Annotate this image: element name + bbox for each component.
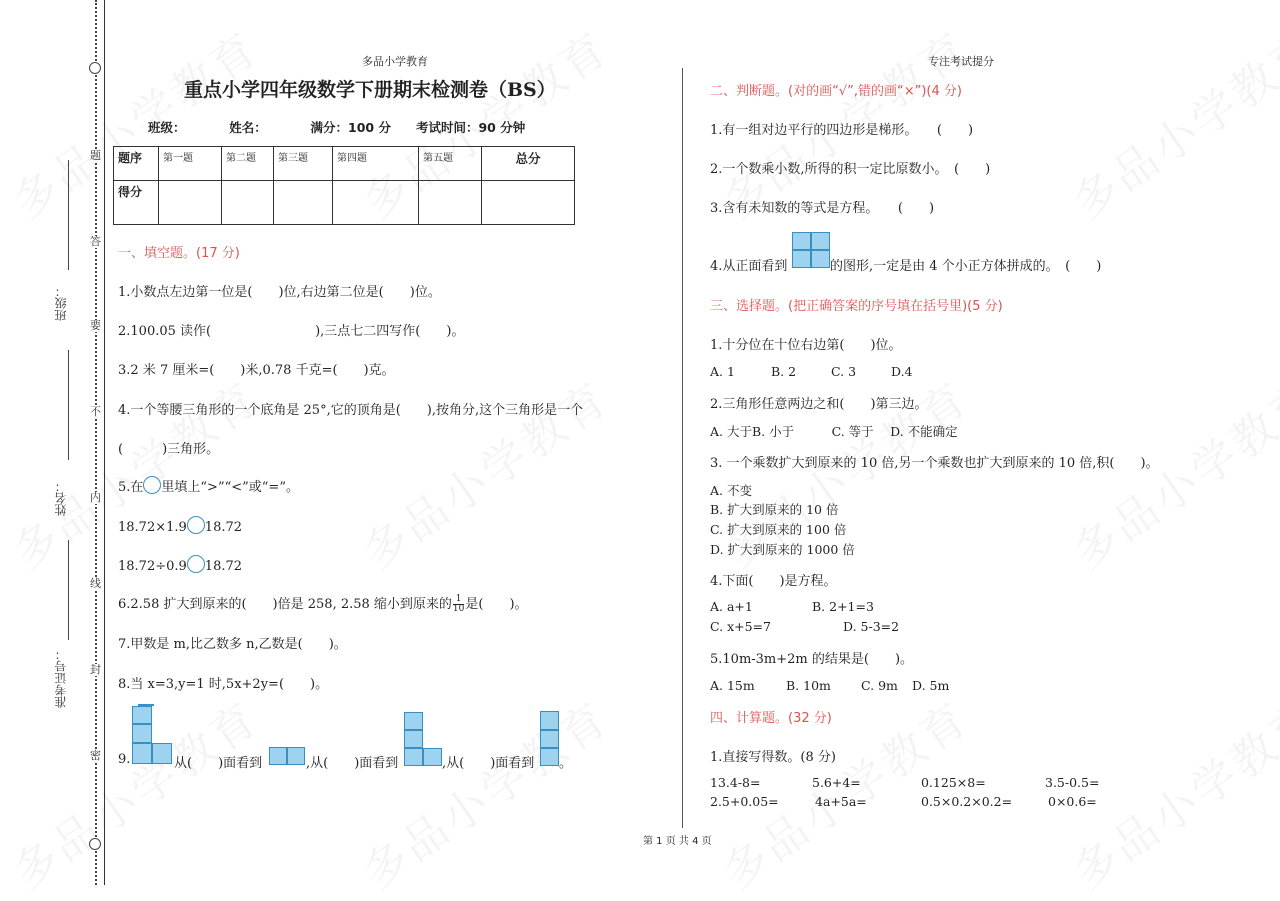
score-blank[interactable]	[419, 181, 482, 225]
score-row-label: 得分	[114, 181, 159, 225]
calc-item: 4a+5a=	[815, 794, 867, 809]
choice-q4-opt-c: C. x+5=7	[710, 619, 771, 634]
choice-q4-opt-d: D. 5-3=2	[843, 619, 900, 634]
score-blank[interactable]	[482, 181, 575, 225]
section1-title: 一、填空题。(17 分)	[118, 246, 240, 261]
name-line	[68, 350, 69, 460]
watermark	[348, 683, 621, 901]
cube-face	[132, 743, 152, 764]
calc-item: 0×0.6=	[1048, 794, 1097, 809]
fill-q2: 2.100.05 读作( ),三点七二四写作( )。	[118, 324, 465, 339]
cube-edge	[138, 704, 154, 706]
choice-q1-opt-b: B. 2	[771, 364, 797, 379]
calc-item: 3.5-0.5=	[1045, 775, 1100, 790]
seal-char: 不	[90, 405, 101, 418]
fill-q6-text-a: 6.2.58 扩大到原来的( )倍是 258, 2.58 缩小到原来的	[118, 597, 452, 612]
score-blank[interactable]	[333, 181, 419, 225]
score-cell: 第五题	[419, 147, 482, 181]
watermark	[1058, 683, 1280, 901]
calc-title: 1.直接写得数。(8 分)	[710, 750, 836, 765]
column-divider	[682, 68, 683, 828]
square	[792, 250, 811, 268]
header-right: 专注考试提分	[928, 55, 994, 68]
choice-q5: 5.10m-3m+2m 的结果是( )。	[710, 652, 914, 667]
choice-q4: 4.下面( )是方程。	[710, 574, 837, 589]
judge-q1: 1.有一组对边平行的四边形是梯形。 ( )	[710, 123, 974, 138]
view-column	[540, 711, 559, 766]
section2-title: 二、判断题。(对的画“√”,错的画“×”)(4 分)	[710, 84, 962, 99]
score-cell: 第一题	[159, 147, 222, 181]
square	[404, 748, 423, 766]
choice-q5-opt-c: C. 9m	[861, 678, 898, 693]
choice-q1-opt-a: A. 1	[710, 364, 735, 379]
binding-strip	[0, 0, 105, 885]
judge-q4-a: 4.从正面看到	[710, 259, 788, 274]
cube-face	[152, 743, 172, 764]
square	[404, 712, 423, 730]
page-number: 第 1 页 共 4 页	[643, 836, 712, 847]
square	[423, 748, 442, 766]
choice-q1: 1.十分位在十位右边第( )位。	[710, 338, 902, 353]
seal-char: 封	[90, 663, 101, 676]
compare-row-1	[118, 516, 242, 535]
fill-q9-b: ,从( )面看到	[306, 756, 399, 771]
fill-q9-a: 从( )面看到	[174, 756, 263, 771]
watermark	[348, 363, 621, 581]
calc-item: 13.4-8=	[710, 775, 761, 790]
square	[811, 250, 830, 268]
calc-item: 0.5×0.2×0.2=	[921, 794, 1013, 809]
view-two-squares	[269, 747, 305, 765]
cube-face	[132, 724, 152, 743]
fraction-numerator: 1	[453, 595, 464, 605]
choice-q5-opt-b: B. 10m	[786, 678, 831, 693]
section4-title: 四、计算题。(32 分)	[710, 711, 832, 726]
choice-q1-opt-d: D.4	[891, 364, 913, 379]
compare-circle[interactable]	[187, 516, 205, 534]
choice-q1-opt-c: C. 3	[831, 364, 857, 379]
choice-q4-opt-a: A. a+1	[710, 599, 753, 614]
page-title: 重点小学四年级数学下册期末检测卷（BS）	[184, 79, 556, 101]
fill-q9-end: 。	[559, 756, 573, 771]
choice-q3-opt-a: A. 不变	[710, 483, 752, 498]
score-cell: 第二题	[222, 147, 274, 181]
seal-char: 题	[90, 149, 101, 162]
score-table	[113, 146, 575, 225]
choice-q3: 3. 一个乘数扩大到原来的 10 倍,另一个乘数也扩大到原来的 10 倍,积( )。	[710, 456, 1159, 471]
compare-right: 18.72	[204, 520, 243, 535]
cube-face	[132, 706, 152, 724]
seal-char: 线	[90, 577, 101, 590]
calc-item: 5.6+4=	[812, 775, 861, 790]
choice-q4-opt-b: B. 2+1=3	[812, 599, 874, 614]
fill-q5-text-b: 里填上“>”“<”或“=”。	[161, 480, 299, 495]
choice-q5-opt-d: D. 5m	[912, 678, 950, 693]
compare-left: 18.72÷0.9	[118, 559, 187, 574]
compare-row-2	[118, 555, 242, 574]
score-blank[interactable]	[274, 181, 333, 225]
fill-q9-num: 9.	[118, 752, 131, 767]
id-label: 准考证号：	[54, 648, 68, 708]
class-line	[68, 160, 69, 270]
score-blank[interactable]	[222, 181, 274, 225]
calc-item: 0.125×8=	[921, 775, 986, 790]
fraction-denominator: 10	[452, 604, 465, 614]
choice-q3-opt-c: C. 扩大到原来的 100 倍	[710, 522, 847, 537]
margin-line	[104, 0, 105, 885]
choice-q5-opt-a: A. 15m	[710, 678, 755, 693]
grid-figure	[792, 232, 830, 268]
fill-q6	[118, 593, 528, 614]
fill-q9-c: ,从( )面看到	[442, 756, 535, 771]
square	[269, 747, 287, 765]
score-cell: 第四题	[333, 147, 419, 181]
fill-q4b: ( )三角形。	[118, 442, 220, 457]
judge-q3: 3.含有未知数的等式是方程。 ( )	[710, 201, 935, 216]
compare-circle[interactable]	[187, 555, 205, 573]
seal-char: 要	[90, 319, 101, 332]
section3-title: 三、选择题。(把正确答案的序号填在括号里)(5 分)	[710, 299, 1003, 314]
compare-left: 18.72×1.9	[118, 520, 187, 535]
fill-q3: 3.2 米 7 厘米=( )米,0.78 千克=( )克。	[118, 363, 395, 378]
score-cell: 总分	[482, 147, 575, 181]
id-line	[68, 540, 69, 640]
fill-q5-text-a: 5.在	[118, 480, 144, 495]
seal-char: 密	[90, 749, 101, 762]
watermark	[1058, 363, 1280, 581]
seal-char: 答	[90, 235, 101, 248]
choice-q2-opts: A. 大于B. 小于 C. 等于 D. 不能确定	[710, 424, 958, 439]
cube-stack-figure	[130, 704, 174, 766]
fill-q1: 1.小数点左边第一位是( )位,右边第二位是( )位。	[118, 285, 441, 300]
judge-q4-b: 的图形,一定是由 4 个小正方体拼成的。 ( )	[830, 259, 1102, 274]
judge-q2: 2.一个数乘小数,所得的积一定比原数小。 ( )	[710, 162, 991, 177]
fill-q4a: 4.一个等腰三角形的一个底角是 25°,它的顶角是( ),按角分,这个三角形是一个	[118, 403, 584, 418]
fill-q8: 8.当 x=3,y=1 时,5x+2y=( )。	[118, 677, 329, 692]
square	[404, 730, 423, 748]
fill-q5	[118, 476, 299, 495]
header-left: 多品小学教育	[362, 55, 428, 68]
square	[811, 232, 830, 250]
class-label: 班级：	[54, 285, 68, 321]
hole-circle	[89, 62, 101, 74]
view-l-shape	[404, 712, 442, 766]
compare-right: 18.72	[204, 559, 243, 574]
compare-circle[interactable]	[143, 476, 161, 494]
name-label: 姓名：	[54, 480, 68, 516]
square	[540, 711, 559, 730]
score-cell: 题序	[114, 147, 159, 181]
square	[540, 748, 559, 766]
square	[792, 232, 811, 250]
calc-item: 2.5+0.05=	[710, 794, 779, 809]
choice-q3-opt-b: B. 扩大到原来的 10 倍	[710, 502, 839, 517]
square	[287, 747, 305, 765]
choice-q3-opt-d: D. 扩大到原来的 1000 倍	[710, 542, 855, 557]
exam-info: 班级： 姓名： 满分：100 分 考试时间：90 分钟	[148, 120, 526, 135]
score-blank[interactable]	[159, 181, 222, 225]
fraction	[453, 595, 464, 614]
seal-char: 内	[90, 491, 101, 504]
fill-q7: 7.甲数是 m,比乙数多 n,乙数是( )。	[118, 637, 347, 652]
square	[540, 730, 559, 748]
choice-q2: 2.三角形任意两边之和( )第三边。	[710, 397, 928, 412]
hole-circle	[89, 838, 101, 850]
watermark	[1058, 13, 1280, 231]
score-cell: 第三题	[274, 147, 333, 181]
fill-q6-text-b: 是( )。	[465, 597, 528, 612]
